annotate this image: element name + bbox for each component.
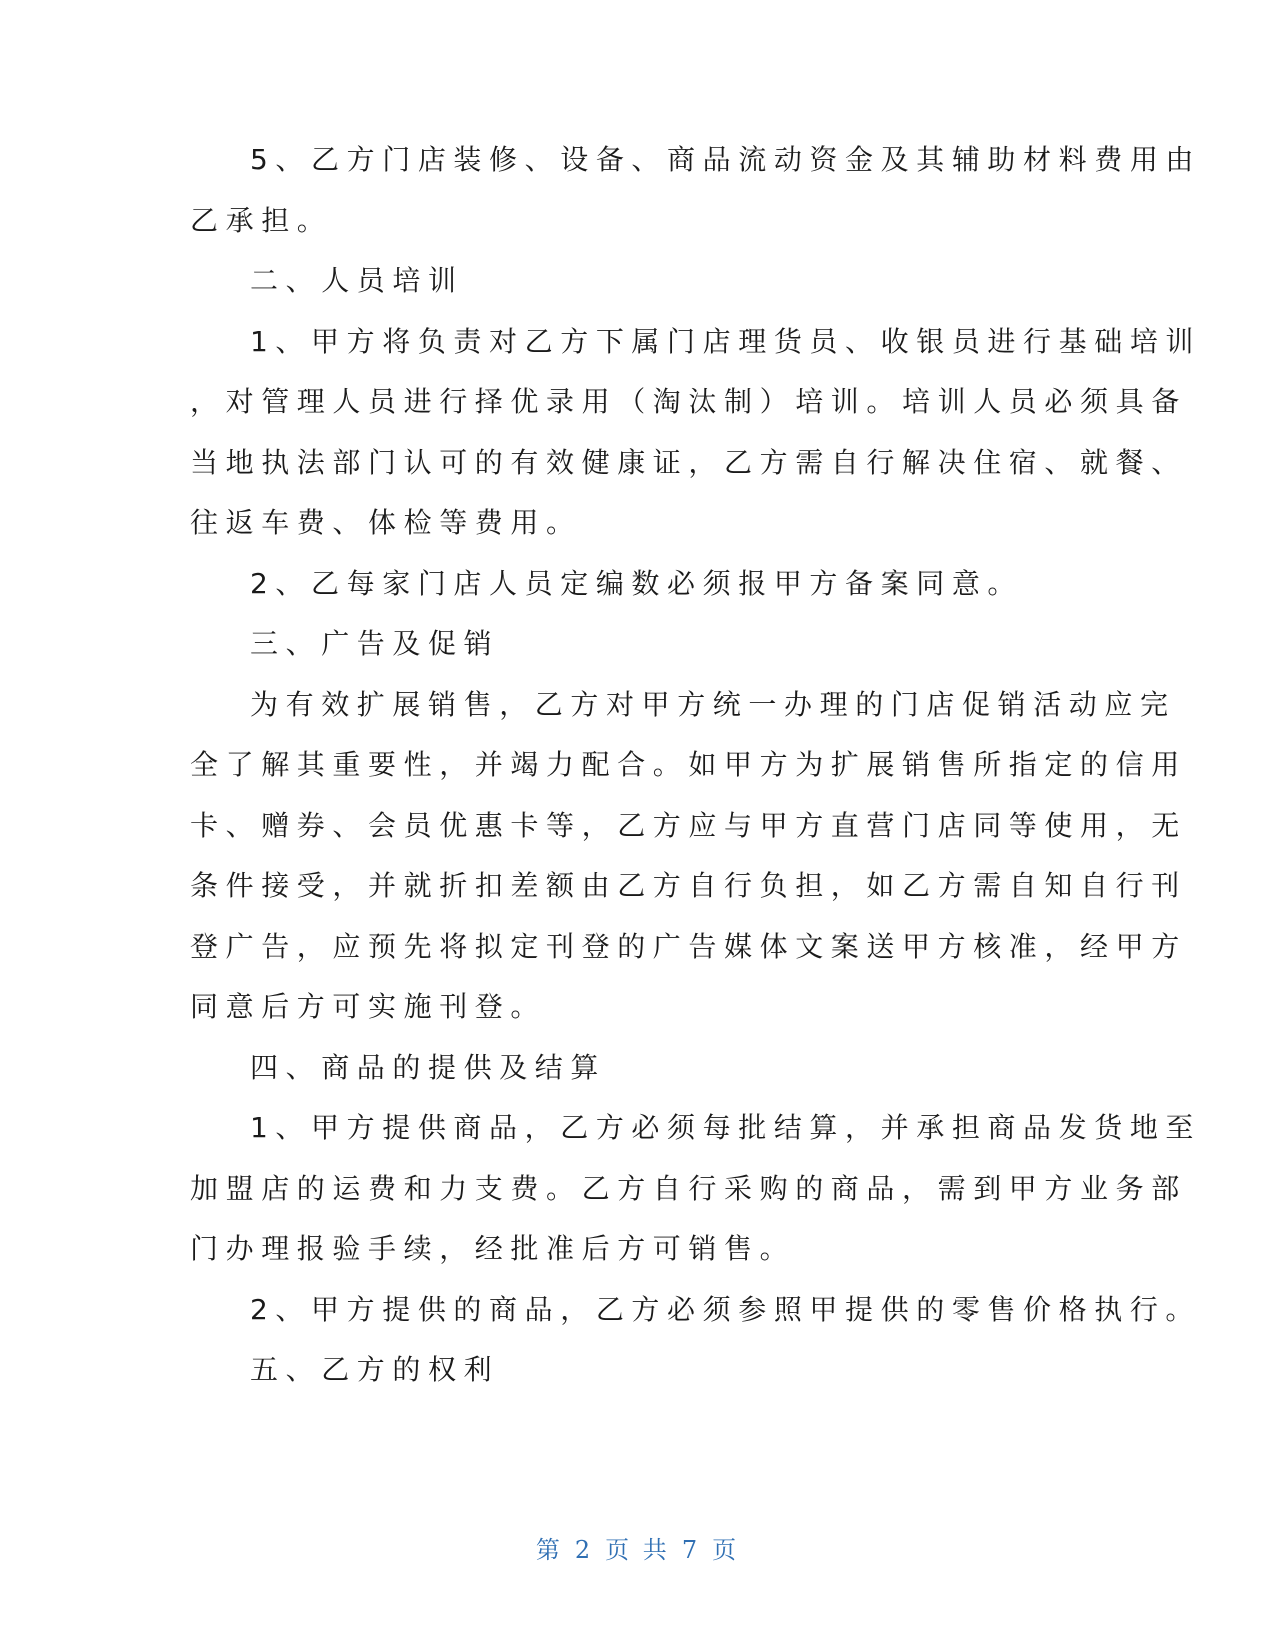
section-heading-advertising: 三、广告及促销 xyxy=(250,627,500,660)
paragraph-line-18: 加盟店的运费和力支费。乙方自行采购的商品，需到甲方业务部 xyxy=(190,1171,1187,1205)
paragraph-line-5: ，对管理人员进行择优录用（淘汰制）培训。培训人员必须具备 xyxy=(190,385,1187,418)
paragraph-line-12: 卡、赠券、会员优惠卡等，乙方应与甲方直营门店同等使用，无 xyxy=(190,808,1187,842)
page-footer xyxy=(0,1530,1275,1565)
paragraph-line-1: 5、乙方门店装修、设备、商品流动资金及其辅助材料费用由 xyxy=(250,143,1202,176)
paragraph-line-6: 当地执法部门认可的有效健康证，乙方需自行解决住宿、就餐、 xyxy=(190,445,1187,479)
footer-middle: 页 共 xyxy=(605,1536,670,1564)
footer-current-page: 2 xyxy=(574,1536,594,1564)
paragraph-line-20: 2、甲方提供的商品，乙方必须参照甲提供的零售价格执行。 xyxy=(250,1292,1202,1326)
paragraph-line-11: 全了解其重要性，并竭力配合。如甲方为扩展销售所指定的信用 xyxy=(190,748,1187,781)
paragraph-line-17: 1、甲方提供商品，乙方必须每批结算，并承担商品发货地至 xyxy=(250,1111,1202,1144)
footer-prefix: 第 xyxy=(535,1536,563,1564)
footer-total-pages: 7 xyxy=(681,1536,701,1564)
paragraph-line-14: 登广告，应预先将拟定刊登的广告媒体文案送甲方核准，经甲方 xyxy=(190,929,1187,963)
paragraph-line-7: 往返车费、体检等费用。 xyxy=(190,506,582,539)
paragraph-line-2: 乙承担。 xyxy=(190,203,333,237)
paragraph-line-4: 1、甲方将负责对乙方下属门店理货员、收银员进行基础培训 xyxy=(250,324,1202,358)
section-heading-rights: 五、乙方的权利 xyxy=(250,1353,500,1386)
section-heading-goods: 四、商品的提供及结算 xyxy=(250,1050,607,1084)
paragraph-line-8: 2、乙每家门店人员定编数必须报甲方备案同意。 xyxy=(250,566,1024,600)
paragraph-line-15: 同意后方可实施刊登。 xyxy=(190,990,547,1023)
footer-suffix: 页 xyxy=(712,1536,740,1564)
paragraph-line-10: 为有效扩展销售，乙方对甲方统一办理的门店促销活动应完 xyxy=(250,687,1176,721)
paragraph-line-13: 条件接受，并就折扣差额由乙方自行负担，如乙方需自知自行刊 xyxy=(190,869,1187,902)
document-body xyxy=(190,130,1202,1401)
paragraph-line-19: 门办理报验手续，经批准后方可销售。 xyxy=(190,1232,796,1265)
section-heading-training: 二、人员培训 xyxy=(250,264,464,297)
